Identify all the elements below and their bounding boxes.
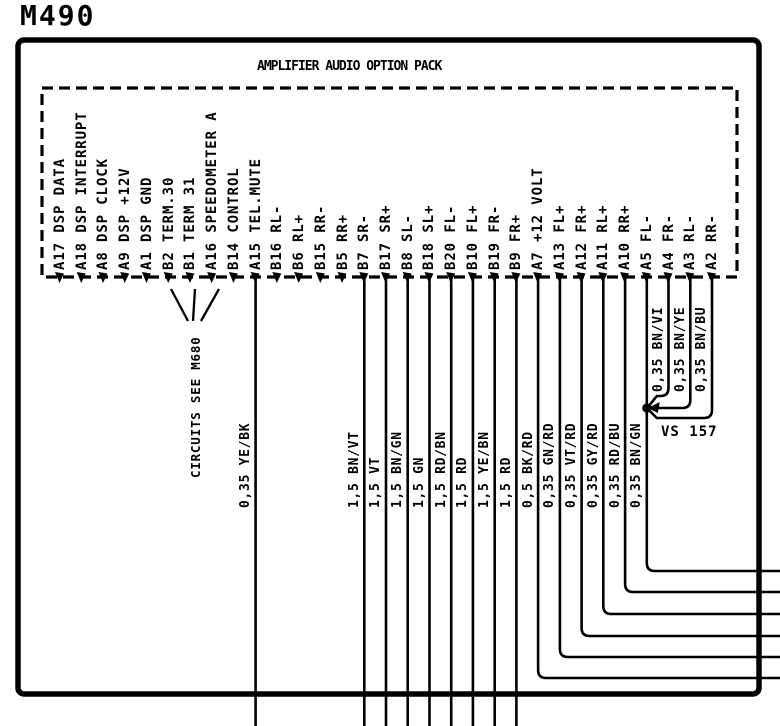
pin-label-A18: A18 DSP INTERRUPT [73,111,90,270]
pin-label-A15: A15 TEL.MUTE [247,158,264,270]
wire-label-B9: 1,5 RD [498,456,514,508]
pin-label-A4: A4 FR- [660,214,677,270]
wire-label-A3: 0,35 BN/YE [672,306,688,392]
pin-label-B9: B9 FR+ [508,214,525,270]
pin-label-B18: B18 SL+ [421,204,438,270]
wire-label-A7: 0,5 BK/RD [520,431,536,508]
wire-label-A10: 0,35 RD/BU [607,422,623,508]
pin-label-B2: B2 TERM.30 [160,176,177,270]
pin-label-B17: B17 SR+ [377,204,394,270]
pin-label-B1: B1 TERM 31 [182,176,199,270]
pin-label-A13: A13 FL+ [551,204,568,270]
bundle-line [193,289,195,321]
wire-label-A11: 0,35 GY/RD [585,422,601,508]
wire-label-B7: 1,5 BN/VT [346,431,362,508]
pin-label-B5: B5 RR+ [334,214,351,270]
circuits-see-note: CIRCUITS SEE M680 [188,336,203,478]
wire-label-A5: 0,35 BN/GN [629,422,645,508]
pin-label-A5: A5 FL- [638,214,655,270]
pin-label-A9: A9 DSP +12V [117,167,134,270]
pin-label-A2: A2 RR- [703,214,720,270]
pin-label-A10: A10 RR+ [617,204,634,270]
wire-label-B8: 1,5 BN/GN [390,431,406,508]
pin-label-A11: A11 RL+ [595,204,612,270]
pin-label-A12: A12 FR+ [573,204,590,270]
pin-label-B14: B14 CONTROL [225,167,242,270]
connector-title: AMPLIFIER AUDIO OPTION PACK [257,59,442,74]
pin-label-A3: A3 RL- [682,214,699,270]
pin-label-A17: A17 DSP DATA [52,158,68,270]
wire-label-B20: 1,5 RD/BN [433,431,449,508]
bundle-line [171,289,188,321]
page-title: M490 [20,0,96,32]
pin-label-B20: B20 FL- [443,204,460,270]
pin-label-B8: B8 SL- [399,214,416,270]
wire-label-A15: 0,35 YE/BK [238,422,254,508]
wire-label-B18: 1,5 GN [411,456,427,508]
wire-label-B17: 1,5 VT [368,456,384,508]
pin-label-B10: B10 FL+ [464,204,481,270]
pin-label-A8: A8 DSP CLOCK [95,158,112,270]
pin-label-A1: A1 DSP GND [138,176,155,270]
pin-label-B6: B6 RL+ [291,214,308,270]
pin-label-A7: A7 +12 VOLT [530,167,547,270]
wire-label-B19: 1,5 YE/BN [477,431,493,508]
junction-label: VS 157 [661,424,718,440]
pin-label-B15: B15 RR- [312,204,329,270]
pin-label-A16: A16 SPEEDOMETER A [204,111,221,270]
pin-label-B7: B7 SR- [356,214,373,270]
pin-label-B19: B19 FR- [486,204,503,270]
wire-label-A2: 0,35 BN/BU [694,306,710,392]
bundle-line [201,289,219,321]
wire-label-A4: 0,35 BN/VI [651,306,667,392]
junction-dot [642,403,651,412]
wire-label-A13: 0,35 GN/RD [542,422,558,508]
wire-label-B10: 1,5 RD [455,456,471,508]
wire-label-A12: 0,35 VT/RD [564,422,580,508]
pin-label-B16: B16 RL- [269,204,286,270]
